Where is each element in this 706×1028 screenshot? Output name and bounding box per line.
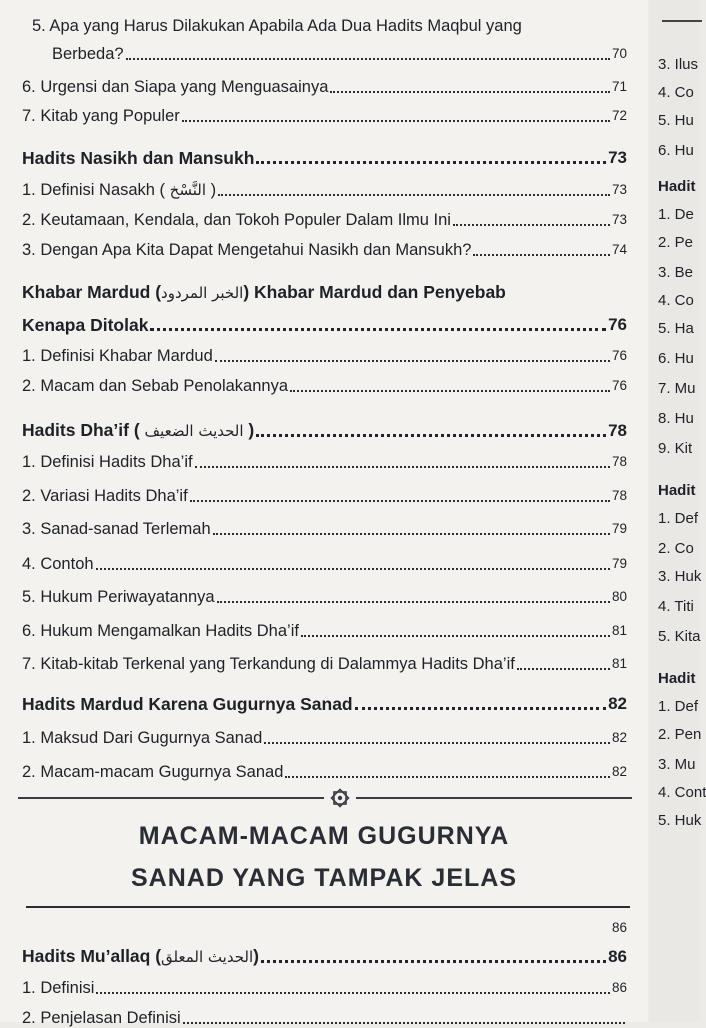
toc-item-text: 6. Hukum Mengamalkan Hadits Dha’if bbox=[22, 622, 299, 640]
page-number: 74 bbox=[611, 242, 627, 257]
page-number: 86 bbox=[611, 980, 627, 995]
toc-item-text: 8. Hu bbox=[658, 410, 694, 427]
toc-item[interactable] bbox=[22, 486, 627, 506]
leader-dots bbox=[218, 194, 610, 196]
toc-item-text: 5. Hu bbox=[658, 112, 694, 129]
toc-section-heading[interactable] bbox=[22, 694, 627, 714]
chapter-rule bbox=[26, 906, 630, 908]
toc-item-text: 1. Definisi Hadits Dha’if bbox=[22, 453, 193, 471]
leader-dots bbox=[150, 328, 606, 331]
toc-item-text: 7. Kitab yang Populer bbox=[22, 107, 180, 125]
page-number: 81 bbox=[611, 623, 627, 638]
leader-dots bbox=[473, 254, 610, 256]
toc-item-text: 7. Kitab-kitab Terkenal yang Terkandung di Dalammya Hadits Dha’if bbox=[22, 655, 515, 673]
arabic-term: النَّسْخ bbox=[169, 181, 206, 199]
leader-dots bbox=[453, 224, 610, 226]
page-number: 79 bbox=[611, 556, 627, 571]
right-page bbox=[650, 0, 706, 1022]
toc-item-text: 6. Hu bbox=[658, 350, 694, 367]
divider-line bbox=[18, 797, 324, 799]
leader-dots bbox=[256, 434, 606, 437]
leader-dots bbox=[217, 601, 610, 603]
toc-item-text: 1. Definisi Nasakh ( bbox=[22, 181, 166, 199]
page-number: 73 bbox=[608, 148, 627, 167]
divider-line bbox=[356, 797, 632, 799]
toc-item[interactable] bbox=[22, 978, 627, 998]
page-number: 76 bbox=[611, 378, 627, 393]
section-title: Khabar Mardud ( bbox=[22, 282, 162, 302]
toc-item-text: 3. Sanad-sanad Terlemah bbox=[22, 520, 211, 538]
toc-item-text: 4. Titi bbox=[658, 598, 694, 615]
toc-item-text: 3. Dengan Apa Kita Dapat Mengetahui Nasikh dan Mansukh? bbox=[22, 241, 472, 259]
toc-item-text: 6. Hu bbox=[658, 142, 694, 159]
page-number: 73 bbox=[611, 212, 627, 227]
page-number: 81 bbox=[611, 656, 627, 671]
leader-dots bbox=[213, 533, 610, 535]
leader-dots bbox=[190, 500, 610, 502]
toc-section-heading[interactable] bbox=[22, 148, 627, 168]
page-number: 71 bbox=[611, 79, 627, 94]
arabic-term: الحديث الضعيف bbox=[144, 422, 244, 440]
toc-item-text: 3. Huk bbox=[658, 568, 702, 585]
toc-item-text: 2. Pe bbox=[658, 234, 694, 251]
toc-item-text: 2. Variasi Hadits Dha’if bbox=[22, 487, 188, 505]
toc-item[interactable] bbox=[22, 452, 627, 472]
page-number: 70 bbox=[611, 46, 627, 61]
toc-section-heading: Hadit bbox=[658, 178, 696, 195]
page-number: 82 bbox=[608, 694, 627, 713]
page-number: 86 bbox=[608, 947, 627, 966]
divider-line bbox=[662, 20, 702, 22]
leader-dots bbox=[285, 776, 610, 778]
page-number: 82 bbox=[611, 730, 627, 745]
paren-close: ) bbox=[253, 946, 259, 966]
toc-item[interactable] bbox=[22, 346, 627, 366]
toc-item-text: 5. Kita bbox=[658, 628, 701, 645]
toc-item[interactable] bbox=[22, 106, 627, 126]
toc-item[interactable] bbox=[22, 180, 627, 200]
toc-item-text: 4. Cont bbox=[658, 784, 706, 801]
toc-item-text: 6. Urgensi dan Siapa yang Menguasainya bbox=[22, 78, 329, 96]
toc-item[interactable] bbox=[22, 1008, 627, 1028]
toc-item-text: 5. Hukum Periwayatannya bbox=[22, 588, 215, 606]
toc-item[interactable] bbox=[22, 210, 627, 230]
leader-dots bbox=[264, 742, 610, 744]
toc-section-heading[interactable] bbox=[22, 946, 627, 967]
leader-dots bbox=[96, 568, 610, 570]
toc-item-text: 2. Macam-macam Gugurnya Sanad bbox=[22, 763, 284, 781]
star-ornament-icon bbox=[328, 786, 352, 810]
page-number: 78 bbox=[611, 454, 627, 469]
toc-item[interactable] bbox=[22, 621, 627, 641]
toc-item[interactable] bbox=[22, 654, 627, 674]
chapter-page-row bbox=[22, 918, 627, 938]
toc-item-text: 3. Mu bbox=[658, 756, 696, 773]
page-number: 80 bbox=[611, 589, 627, 604]
toc-item-text: 7. Mu bbox=[658, 380, 696, 397]
page-number: 76 bbox=[611, 348, 627, 363]
toc-item[interactable] bbox=[22, 554, 627, 574]
section-title: Kenapa Ditolak bbox=[22, 315, 149, 335]
section-title: ) Khabar Mardud dan Penyebab bbox=[243, 282, 506, 302]
toc-item[interactable] bbox=[52, 44, 627, 64]
chapter-title-line: MACAM-MACAM GUGURNYA bbox=[138, 822, 510, 850]
page-number: 76 bbox=[608, 315, 627, 334]
leader-dots bbox=[215, 360, 610, 362]
arabic-term: الخبر المردود bbox=[161, 284, 244, 302]
chapter-title-line: SANAD YANG TAMPAK JELAS bbox=[130, 864, 517, 892]
toc-item-text: 5. Ha bbox=[658, 320, 694, 337]
toc-section-heading[interactable] bbox=[22, 315, 627, 335]
arabic-term: الحديث المعلق bbox=[161, 948, 254, 966]
page-number: 78 bbox=[608, 421, 627, 440]
page-number: 72 bbox=[611, 108, 627, 123]
toc-item[interactable] bbox=[22, 240, 627, 260]
paren-close: ) bbox=[248, 420, 255, 440]
toc-item-text: 4. Contoh bbox=[22, 555, 94, 573]
leader-dots bbox=[301, 635, 610, 637]
toc-item[interactable] bbox=[22, 519, 627, 539]
toc-item-text: 2. Keutamaan, Kendala, dan Tokoh Populer Dalam Ilmu Ini bbox=[22, 211, 451, 229]
toc-section-heading: Hadit bbox=[658, 670, 696, 687]
leader-dots bbox=[256, 161, 606, 164]
toc-item-text: 2. Penjelasan Definisi bbox=[22, 1009, 181, 1027]
page-number: 86 bbox=[611, 920, 627, 935]
toc-item-text: 3. Be bbox=[658, 264, 694, 281]
toc-item-text: 1. Maksud Dari Gugurnya Sanad bbox=[22, 729, 263, 747]
toc-item-text: 2. Co bbox=[658, 540, 694, 557]
section-title: Hadits Mu’allaq ( bbox=[22, 946, 162, 966]
toc-item-text: 5. Apa yang Harus Dilakukan Apabila Ada Dua Hadits Maqbul yang bbox=[32, 17, 522, 35]
page-number: 73 bbox=[611, 182, 627, 197]
page-number: 82 bbox=[611, 764, 627, 779]
leader-dots bbox=[261, 960, 606, 963]
leader-dots bbox=[96, 992, 610, 994]
leader-dots bbox=[517, 668, 610, 670]
toc-item[interactable] bbox=[22, 587, 627, 607]
toc-item[interactable] bbox=[22, 762, 627, 782]
paren-close: ) bbox=[210, 181, 217, 199]
leader-dots bbox=[126, 58, 610, 60]
toc-item[interactable] bbox=[22, 376, 627, 396]
toc-item-text: 1. Def bbox=[658, 510, 699, 527]
toc-item[interactable] bbox=[22, 77, 627, 97]
leader-dots bbox=[195, 466, 610, 468]
toc-item-text: 9. Kit bbox=[658, 440, 693, 457]
page-number: 78 bbox=[611, 488, 627, 503]
toc-item-text: 4. Co bbox=[658, 292, 694, 309]
toc-item-text: 3. Ilus bbox=[658, 56, 699, 73]
section-title: Hadits Mardud Karena Gugurnya Sanad bbox=[22, 694, 353, 714]
toc-item-text: 1. Definisi Khabar Mardud bbox=[22, 347, 213, 365]
page-number: 79 bbox=[611, 521, 627, 536]
leader-dots bbox=[330, 91, 610, 93]
toc-item-text: Berbeda? bbox=[52, 45, 124, 63]
toc-item-text: 2. Pen bbox=[658, 726, 702, 743]
toc-item-text: 1. Definisi bbox=[22, 979, 95, 997]
leader-dots bbox=[355, 707, 606, 710]
toc-item-text: 1. De bbox=[658, 206, 694, 223]
toc-item-text: 1. Def bbox=[658, 698, 699, 715]
toc-item[interactable] bbox=[22, 728, 627, 748]
toc-item-text: 4. Co bbox=[658, 84, 694, 101]
toc-item-text: 2. Macam dan Sebab Penolakannya bbox=[22, 377, 289, 395]
section-title: Hadits Nasikh dan Mansukh bbox=[22, 148, 255, 168]
leader-dots bbox=[290, 390, 610, 392]
toc-section-heading: Hadit bbox=[658, 482, 696, 499]
toc-section-heading[interactable] bbox=[22, 420, 627, 441]
section-title: Hadits Dha’if ( bbox=[22, 420, 140, 440]
leader-dots bbox=[183, 1022, 625, 1024]
toc-item-text: 5. Huk bbox=[658, 812, 702, 829]
leader-dots bbox=[182, 120, 610, 122]
toc-section-heading[interactable] bbox=[22, 282, 506, 303]
